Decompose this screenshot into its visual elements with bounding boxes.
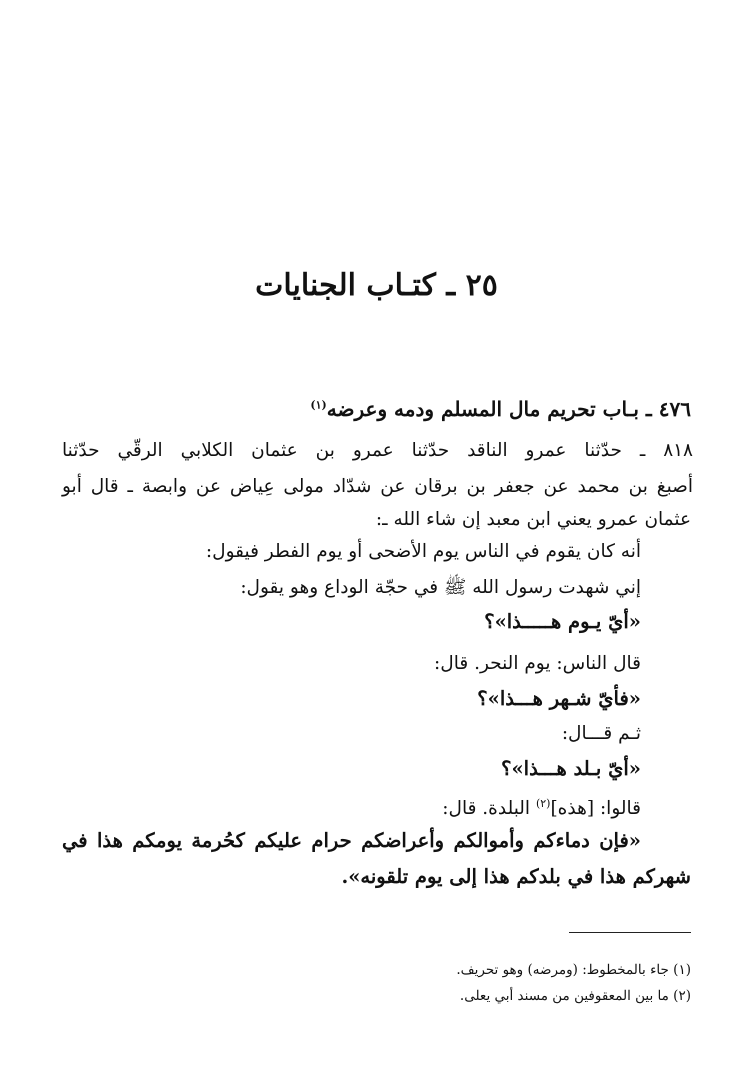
qalu-before: قالوا: [هذه] bbox=[550, 798, 641, 820]
footnote-separator bbox=[569, 932, 691, 933]
footnote-ref-2: (٢) bbox=[535, 797, 551, 810]
isnad-line-2: أصبغ بن محمد عن جعفر بن برقان عن شدّاد مولى عِياض عن وابصة ـ قال أبو bbox=[62, 476, 693, 497]
hadith-question-1: «أيّ يـوم هـــــذا»؟ bbox=[484, 610, 641, 633]
footnote-1: (١) جاء بالمخطوط: (ومرضه) وهو تحريف. bbox=[456, 962, 691, 978]
footnote-2: (٢) ما بين المعقوفين من مسند أبي يعلى. bbox=[459, 988, 691, 1004]
bab-heading bbox=[310, 397, 691, 421]
chapter-title: ٢٥ ـ كتـاب الجنايات bbox=[255, 268, 498, 303]
isnad-line-3: عثمان عمرو يعني ابن معبد إن شاء الله ـ: bbox=[375, 509, 691, 530]
hadith-conclusion-line-2: شهركم هذا في بلدكم هذا إلى يوم تلقونه». bbox=[341, 865, 691, 888]
hadith-conclusion-line-1: «فإن دماءكم وأموالكم وأعراضكم حرام عليكم كحُرمة يومكم هذا في bbox=[62, 829, 641, 852]
bab-title: ٤٧٦ ـ بـاب تحريم مال المسلم ودمه وعرضه bbox=[326, 397, 691, 421]
qalu-line bbox=[442, 797, 641, 819]
isnad-line-1: ٨١٨ ـ حدّثنا عمرو الناقد حدّثنا عمرو بن عثمان الكلابي الرقّي حدّثنا bbox=[62, 440, 693, 461]
hadith-question-3: «أيّ بـلد هـــذا»؟ bbox=[501, 757, 641, 780]
matn-line-1: أنه كان يقوم في الناس يوم الأضحى أو يوم الفطر فيقول: bbox=[205, 541, 641, 562]
matn-line-2: إني شهدت رسول الله ﷺ في حجّة الوداع وهو يقول: bbox=[240, 577, 641, 598]
footnote-ref-1: (١) bbox=[310, 398, 327, 412]
people-answer-line: قال الناس: يوم النحر. قال: bbox=[434, 653, 641, 674]
hadith-question-2: «فأيّ شـهر هـــذا»؟ bbox=[477, 687, 641, 710]
then-said-line: ثـم قـــال: bbox=[561, 723, 641, 744]
qalu-after: البلدة. قال: bbox=[442, 798, 536, 820]
